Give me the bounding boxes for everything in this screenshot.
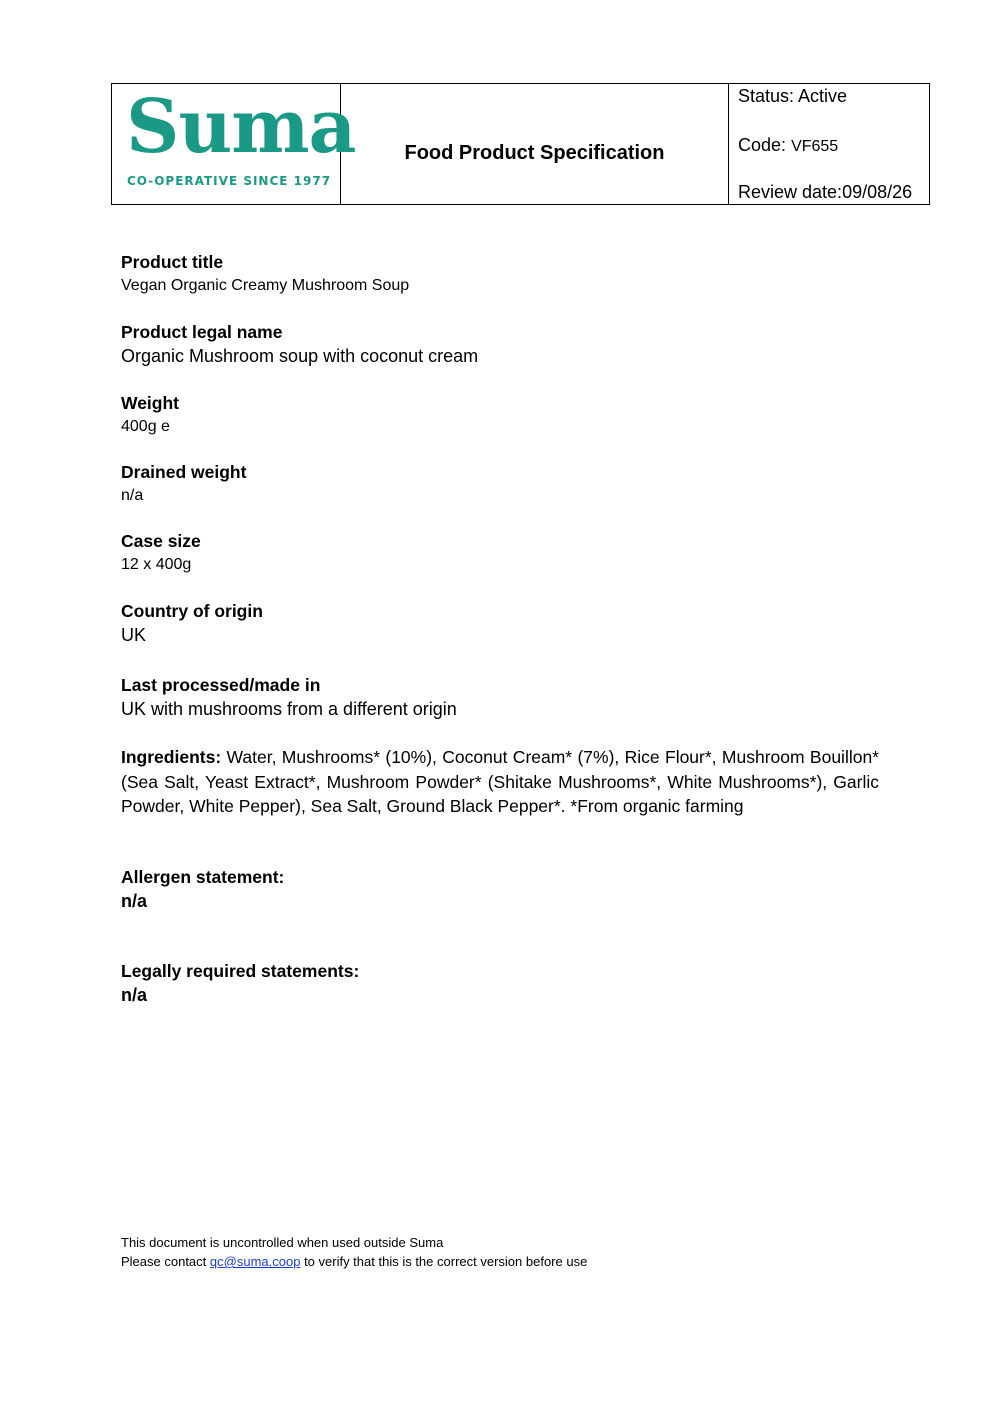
footer (121, 1233, 587, 1271)
case-size-value: 12 x 400g (121, 556, 192, 573)
product-title-label: Product title (121, 252, 224, 272)
country-label: Country of origin (121, 601, 263, 621)
legal-statements-value: n/a (121, 985, 148, 1005)
last-processed-value: UK with mushrooms from a different origin (121, 699, 457, 719)
weight-field (121, 391, 879, 439)
document-title: Food Product Specification (404, 141, 665, 164)
product-title-field (121, 250, 879, 298)
last-processed-label: Last processed/made in (121, 675, 321, 695)
ingredients-label: Ingredients: (121, 747, 222, 767)
country-value: UK (121, 625, 147, 645)
contact-email-link[interactable]: qc@suma.coop (209, 1254, 301, 1269)
weight-label: Weight (121, 393, 180, 413)
code-value: VF655 (791, 138, 839, 155)
allergen-field (121, 865, 879, 914)
status-label: Status: (738, 86, 795, 106)
product-title-value: Vegan Organic Creamy Mushroom Soup (121, 277, 410, 294)
allergen-value: n/a (121, 891, 148, 911)
review-line (738, 182, 912, 203)
header-table (111, 83, 930, 205)
ingredients-value: Water, Mushrooms* (10%), Coconut Cream* (7%), Rice Flour*, Mushroom Bouillon* (Sea Salt, Yeast Extract*, Mushroom Powder* (Shitake Mushrooms*, White Mushrooms*), Garlic Powder, White Pepper), Sea Salt, Ground Black Pepper*. *From organic farming (121, 747, 879, 816)
legal-name-value: Organic Mushroom soup with coconut cream (121, 346, 479, 366)
meta-cell (729, 84, 929, 204)
drained-weight-value: n/a (121, 487, 144, 504)
drained-weight-label: Drained weight (121, 462, 247, 482)
review-label: Review date: (738, 182, 843, 202)
logo-subtitle: CO-OPERATIVE SINCE 1977 (127, 174, 332, 188)
legal-name-label: Product legal name (121, 322, 283, 342)
review-value: 09/08/26 (842, 182, 913, 202)
weight-value: 400g e (121, 418, 170, 435)
case-size-label: Case size (121, 531, 201, 551)
legal-statements-field (121, 959, 879, 1008)
code-line (738, 135, 838, 156)
ingredients-field (121, 745, 879, 819)
footer-suffix: to verify that this is the correct version before use (304, 1254, 588, 1269)
footer-line-2 (121, 1252, 587, 1271)
legal-statements-label: Legally required statements: (121, 961, 360, 981)
case-size-field (121, 529, 879, 577)
status-line (738, 86, 847, 107)
drained-weight-field (121, 460, 879, 508)
logo (112, 84, 356, 204)
logo-wordmark: Suma (126, 84, 356, 170)
footer-line-1: This document is uncontrolled when used outside Suma (121, 1235, 444, 1250)
legal-name-field (121, 320, 879, 368)
title-cell (341, 84, 729, 204)
allergen-label: Allergen statement: (121, 867, 285, 887)
code-label: Code: (738, 135, 787, 155)
last-processed-field (121, 673, 879, 721)
footer-prefix: Please contact (121, 1254, 207, 1269)
status-value: Active (798, 86, 848, 106)
country-field (121, 599, 879, 647)
